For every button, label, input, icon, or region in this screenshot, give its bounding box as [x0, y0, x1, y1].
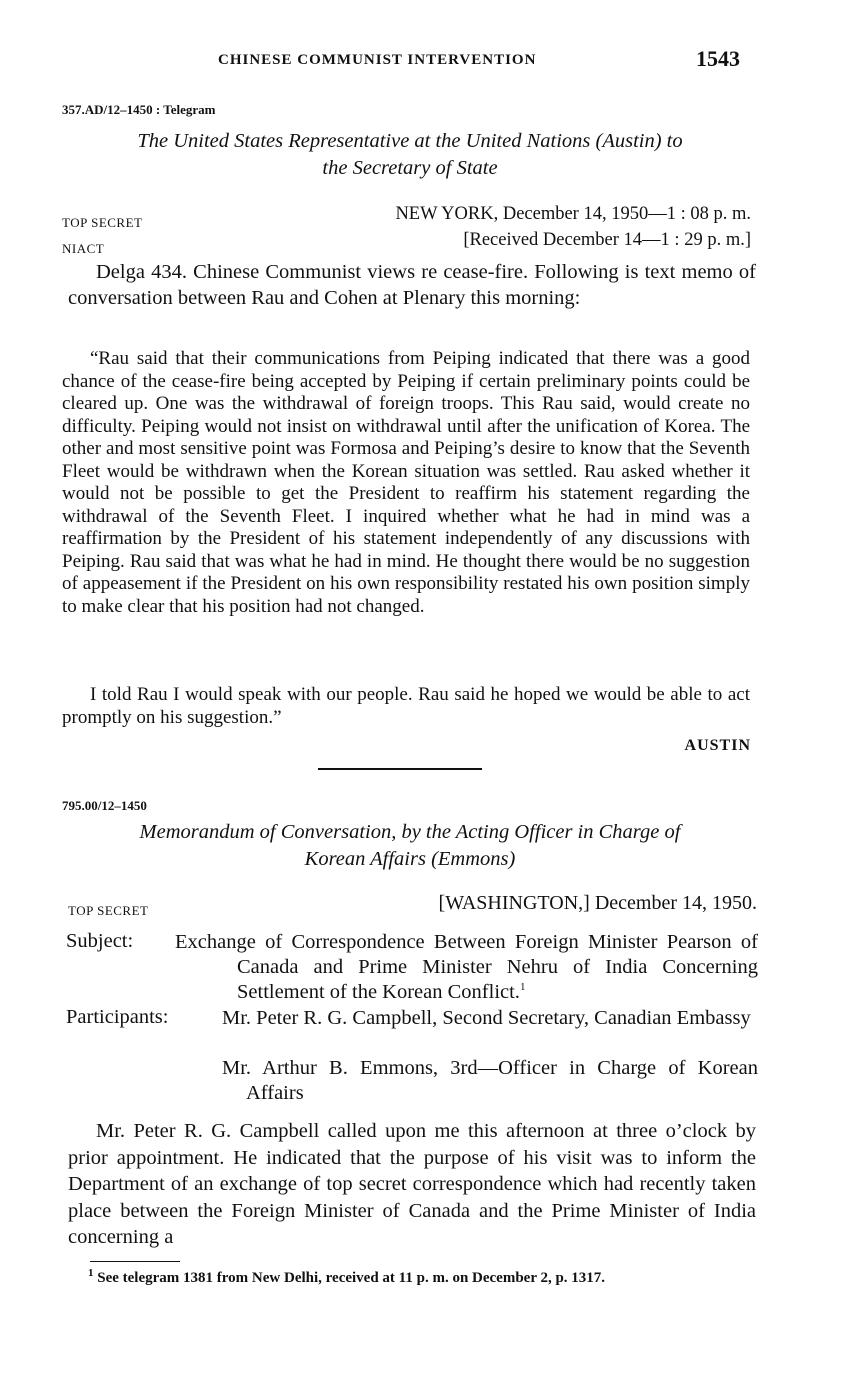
subject-body: Exchange of Correspondence Between Foreign Minister Pearson of Canada and Prime Minister Nehru of India Concerning Settlement of the Korean Conflict. — [175, 931, 758, 1003]
quoted-memo: I told Rau I would speak with our people. Rau said he hoped we would be able to act promptly on his suggestion.” — [62, 684, 750, 728]
memo-body: Mr. Peter R. G. Campbell called upon me this afternoon at three o’clock by prior appointment. He indicated that the purpose of his visit was to inform the Department of an exchange of top secret correspondence which had recently taken place between the Foreign Minister of Canada and the Prime Minister of India concerning a — [68, 1120, 756, 1248]
participants-label: Participants: — [66, 1006, 169, 1028]
file-reference: 357.AD/12–1450 : Telegram — [62, 102, 216, 117]
dateline: NEW YORK, December 14, 1950—1 : 08 p. m. — [395, 204, 751, 224]
file-reference: 795.00/12–1450 — [62, 798, 147, 813]
dateline: [WASHINGTON,] December 14, 1950. — [438, 892, 757, 914]
participant-entry: Mr. Arthur B. Emmons, 3rd—Officer in Charge of Korean Affairs — [222, 1057, 758, 1104]
title-line: the Secretary of State — [322, 157, 498, 179]
received-line: [Received December 14—1 : 29 p. m.] — [463, 230, 751, 250]
title-line: Memorandum of Conversation, by the Acting Officer in Charge of — [139, 821, 681, 843]
document-title — [62, 819, 758, 873]
footnote — [88, 1267, 606, 1287]
classification: NIACT — [62, 241, 105, 256]
signature: AUSTIN — [684, 737, 751, 754]
classification: TOP SECRET — [68, 903, 149, 918]
footnote-rule — [90, 1261, 180, 1262]
section-divider — [318, 768, 482, 770]
running-head: CHINESE COMMUNIST INTERVENTION — [218, 52, 537, 68]
participant-entry: Mr. Peter R. G. Campbell, Second Secretary, Canadian Embassy — [222, 1007, 751, 1029]
footnote-text: See telegram 1381 from New Delhi, received at 11 p. m. on December 2, p. 1317. — [97, 1270, 606, 1286]
classification: TOP SECRET — [62, 215, 143, 230]
page-number: 1543 — [696, 46, 740, 71]
footnote-marker: 1 — [88, 1267, 94, 1279]
title-line: Korean Affairs (Emmons) — [304, 848, 516, 870]
telegram-intro: Delga 434. Chinese Communist views re cease-fire. Following is text memo of conversation between Rau and Cohen at Plenary this morning: — [68, 261, 756, 309]
title-line: The United States Representative at the United Nations (Austin) to — [137, 130, 683, 152]
subject-text — [175, 930, 758, 1005]
footnote-marker: 1 — [519, 981, 526, 994]
document-title — [62, 128, 758, 182]
subject-label: Subject: — [66, 930, 134, 952]
quoted-memo: “Rau said that their communications from Peiping indicated that there was a good chance of the cease-fire being accepted by Peiping if certain preliminary points could be cleared up. One was the withdrawal of foreign troops. This Rau said, would create no difficulty. Peiping would not insist on withdrawal until after the unification of Korea. The other and most sensitive point was Formosa and Peiping’s desire to know that the Seventh Fleet would be withdrawn when the Korean situation was settled. Rau asked whether it would not be possible to get the President to reaffirm his statement regarding the withdrawal of the Seventh Fleet. I inquired whether what he had in mind was a reaffirmation by the President of his statement independently of any discussions with Peiping. Rau said that was what he had in mind. He thought there would be no suggestion of appeasement if the President on his own responsibility restated his own position simply to make clear that his position had not changed. — [62, 348, 750, 617]
